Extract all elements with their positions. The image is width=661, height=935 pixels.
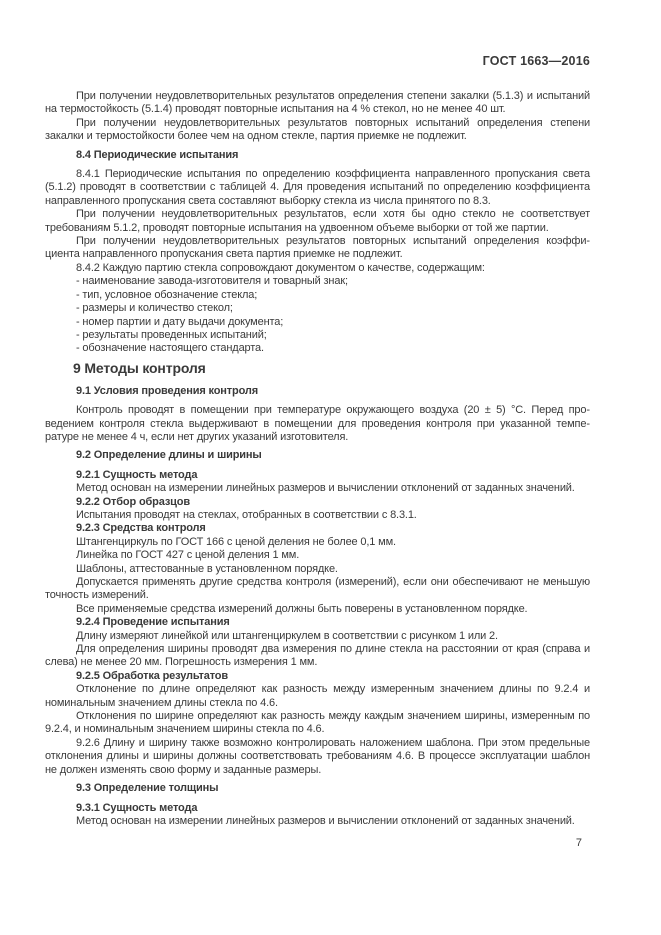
document-body (45, 90, 590, 828)
paragraph: Длину измеряют линейкой или штангенциркулем в соответствии с рисунком 1 или 2. (76, 629, 498, 642)
list-item: - результаты проведенных испытаний; (76, 328, 267, 341)
paragraph: При получении неудовлетворительных результатов повторных испытаний определения коэффициента направленного пропускания света партия приемке не подлежит. (45, 235, 590, 261)
clause-heading: 9.2.2 Отбор образцов (76, 495, 190, 508)
paragraph: Отклонения по ширине определяют как разность между каждым значением ширины, измеренным по 9.2.4, и номинальным значением ширины стекла по 4.6. (45, 710, 590, 736)
standard-designation-header: ГОСТ 1663—2016 (482, 54, 590, 68)
paragraph: Метод основан на измерении линейных размеров и вычислении отклонений от заданных значений. (76, 482, 575, 495)
paragraph: Отклонение по длине определяют как разность между измеренным значением длины по 9.2.4 и номинальным значением длины стекла по 4.6. (45, 683, 590, 709)
list-item: - номер партии и дату выдачи документа; (76, 315, 284, 328)
subsection-heading: 8.4 Периодические испытания (76, 148, 239, 161)
paragraph: Испытания проводят на стеклах, отобранных в соответствии с 8.3.1. (76, 508, 417, 521)
paragraph: Метод основан на измерении линейных размеров и вычислении отклонений от заданных значений. (76, 814, 575, 827)
paragraph: Все применяемые средства измерений должны быть поверены в установленном порядке. (76, 602, 528, 615)
paragraph: Штангенциркуль по ГОСТ 166 с ценой деления не более 0,1 мм. (76, 535, 396, 548)
paragraph: 8.4.2 Каждую партию стекла сопровождают документом о качестве, содержащим: (76, 261, 485, 274)
clause-heading: 9.2.1 Сущность метода (76, 468, 198, 481)
paragraph: Допускается применять другие средства контроля (измерений), если они обеспечивают не меньшую точность измерений. (45, 576, 590, 602)
clause-heading: 9.2.4 Проведение испытания (76, 616, 230, 629)
page-number: 7 (575, 837, 582, 850)
paragraph: При получении неудовлетворительных результатов повторных испытаний определения степени закалки и термостойкости более чем на одном стекле, партия приемке не подлежит. (45, 116, 590, 143)
paragraph: 8.4.1 Периодические испытания по определению коэффициента направленного пропускания света (5.1.2) проводят в соответствии с таблицей 4. Для проведения испытаний по определению коэффициента направленного пропускания света составляют выборку стекла из числа принятого по 8.3. (45, 168, 590, 207)
paragraph: Контроль проводят в помещении при температуре окружающего воздуха (20 ± 5) °С. Перед проведением контроля стекла выдерживают в помещении для проведения контроля при указанной температуре не менее 4 ч, если нет других указаний изготовителя. (45, 404, 590, 443)
paragraph: При получении неудовлетворительных результатов определения степени закалки (5.1.3) и испытаний на термостойкость (5.1.4) проводят повторные испытания на 4 % стекол, но не менее 40 шт. (45, 90, 590, 116)
paragraph: При получении неудовлетворительных результатов, если хотя бы одно стекло не соответствует требованиям 5.1.2, проводят повторные испытания на удвоенном объеме выборки от той же партии. (45, 208, 590, 234)
paragraph: Для определения ширины проводят два измерения по длине стекла на расстоянии от края (справа и слева) не менее 20 мм. Погрешность измерения 1 мм. (45, 643, 590, 669)
paragraph: 9.2.6 Длину и ширину также возможно контролировать наложением шаблона. При этом предельные отклонения длины и ширины должны соответствовать требованиям 4.6. В процессе эксплуатации шаблон не должен изменять свою форму и заданные размеры. (45, 736, 590, 776)
subsection-heading: 9.3 Определение толщины (76, 782, 219, 795)
list-item: - размеры и количество стекол; (76, 302, 233, 315)
paragraph: Шаблоны, аттестованные в установленном порядке. (76, 562, 338, 575)
clause-heading: 9.2.3 Средства контроля (76, 522, 206, 535)
subsection-heading: 9.1 Условия проведения контроля (76, 384, 259, 397)
paragraph: Линейка по ГОСТ 427 с ценой деления 1 мм. (76, 549, 300, 562)
subsection-heading: 9.2 Определение длины и ширины (76, 449, 262, 462)
clause-heading: 9.3.1 Сущность метода (76, 801, 198, 814)
list-item: - наименование завода-изготовителя и товарный знак; (76, 275, 348, 288)
list-item: - тип, условное обозначение стекла; (76, 288, 258, 301)
list-item: - обозначение настоящего стандарта. (76, 342, 264, 355)
clause-heading: 9.2.5 Обработка результатов (76, 669, 228, 682)
section-heading: 9 Методы контроля (73, 359, 206, 376)
